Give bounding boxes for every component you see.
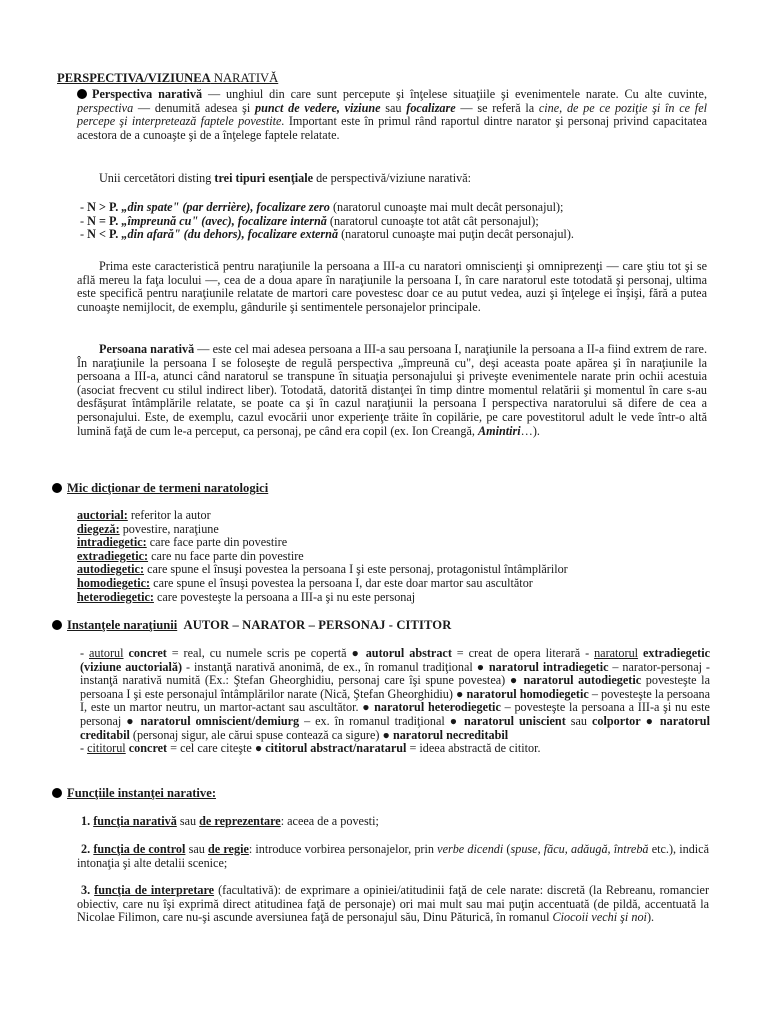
glossary-item: intradiegetic: care face parte din povestire	[77, 535, 288, 550]
bold-term: colportor	[591, 713, 641, 728]
glossary-item: extradiegetic: care nu face parte din povestire	[77, 548, 304, 563]
text-run: – povesteşte la persoana I, este un martor neutru, un martor-actant sau ascultător.	[80, 686, 711, 715]
text-run: -	[80, 646, 89, 660]
glossary-item: auctorial: referitor la autor	[77, 508, 211, 522]
text-run: = creat de opera literară -	[451, 646, 595, 660]
text-run: – povesteşte la persoana a III-a şi nu este personaj	[80, 700, 710, 728]
text-run: = real, cu numele scris pe copertă	[166, 646, 352, 660]
bold-term: cititorul abstract/naratarul	[265, 741, 407, 756]
bold-term: concret	[125, 741, 168, 756]
bold-term: autorul abstract	[365, 646, 452, 660]
bold-term: naratorul necreditabil	[392, 727, 509, 742]
text-run: – ex. în romanul tradiţional	[299, 713, 450, 728]
text-run: naratorul	[594, 646, 639, 660]
bold-term: naratorul intradiegetic	[488, 659, 609, 674]
bullet-icon: ●	[509, 673, 524, 688]
bullet-icon: ●	[645, 713, 660, 728]
text-run: = ideea abstractă de cititor.	[406, 741, 541, 756]
page-title: PERSPECTIVA/VIZIUNEA NARATIVĂ	[57, 71, 279, 85]
bold-term: extradiegetic (viziune auctorială)	[80, 646, 710, 674]
text-run: -	[80, 741, 88, 756]
bullet-icon: ●	[476, 659, 489, 674]
text-run: – narator-personaj - instanţă narativă numită (Ex.: Ştefan Gheorghidiu, personaj care îşi spune povestea)	[80, 659, 710, 688]
instances-body	[80, 647, 710, 756]
types-intro: Unii cercetători disting trei tipuri esenţiale de perspectivă/viziune narativă:	[99, 171, 472, 185]
glossary-list	[77, 509, 717, 604]
bullet-icon	[52, 788, 62, 798]
perspective-types-list	[80, 201, 710, 242]
text-run: povesteşte la persoana I şi este personajul întâmplărilor narate (Nică, Ştefan Gheorghidiu)	[80, 673, 710, 701]
glossary-item: autodiegetic: care spune el însuşi povestea la persoana I şi este personaj, protagonistul întâmplărilor	[77, 562, 568, 577]
bold-term: naratorul autodiegetic	[523, 673, 642, 688]
glossary-heading: Mic dicţionar de termeni naratologici	[52, 482, 268, 496]
bullet-icon: ●	[456, 686, 467, 701]
function-control: 2. funcţia de control sau de regie: introduce vorbirea personajelor, prin verbe dicendi (spuse, făcu, adăugă, întrebă etc.), indică intonaţia şi alte detalii scenice;	[77, 842, 710, 870]
bullet-icon: ●	[351, 646, 366, 660]
text-run: cititorul	[87, 741, 126, 756]
type-item: - N = P. „împreună cu" (avec), focalizare internă (naratorul cunoaşte tot atât cât personajul);	[80, 213, 539, 228]
type-item: - N < P. „din afară" (du dehors), focalizare externă (naratorul cunoaşte mai puţin decât personajul).	[80, 227, 574, 242]
type-item: - N > P. „din spate" (par derrière), focalizare zero (naratorul cunoaşte mai mult decât personajul);	[80, 200, 564, 214]
bullet-icon: ●	[362, 700, 375, 715]
types-explanation: Prima este caracteristică pentru naraţiunile la persoana a III-a cu naratori omniscienţi şi omniprezenţi — care ştiu tot şi se află mereu la faţa locului —, cea de a doua apare în naraţiunile la persoana I, în care naratorul este totodată şi personaj, ultima este specifică pentru naraţiunile relatate de martori care povestesc doar ce au putut vedea, auzi şi înţelege ei înşişi, fără a putea cunoaşte nemijlocit, de exemplu, gândurile şi sentimentele personajelor principale.	[77, 259, 707, 314]
text-run: = cel care citeşte	[167, 741, 255, 756]
glossary-item: heterodiegetic: care povesteşte la persoana a III-a şi nu este personaj	[77, 589, 416, 604]
text-run: (personaj sigur, ale cărui spuse contează ca sigure)	[129, 727, 383, 742]
glossary-item: homodiegetic: care spune el însuşi povestea la persoana I, dar este doar martor sau ascultător	[77, 575, 533, 590]
perspective-definition: Perspectiva narativă — unghiul din care sunt percepute şi înţelese situaţiile şi evenimentele narate. Cu alte cuvinte, perspectiva — denumită adesea şi punct de vedere, viziune sau focalizare — se referă la cine, de pe ce poziţie şi în ce fel percepe şi interpretează faptele povestite. Important este în primul rând raportul dintre narator şi personaj privind capacitatea acestora de a cunoaşte şi de a înţelege faptele relatate.	[77, 87, 707, 142]
text-run: autorul	[89, 646, 124, 660]
instances-heading: Instanţele naraţiunii AUTOR – NARATOR – PERSONAJ - CITITOR	[52, 619, 451, 633]
bold-term: concret	[123, 646, 167, 660]
bold-term: naratorul omniscient/demiurg	[140, 713, 300, 728]
bold-term: naratorul creditabil	[80, 713, 710, 742]
instances-paragraph	[80, 647, 710, 742]
bold-term: naratorul uniscient	[463, 713, 566, 728]
bullet-icon	[52, 620, 62, 630]
narrative-person: Persoana narativă — este cel mai adesea persoana a III-a sau persoana I, naraţiunile la persoana a II-a fiind extrem de rare. În naraţiunile la persoana I se foloseşte de regulă perspectiva „împreună cu", deşi aceasta poate apărea şi în naraţiunile la persoana a III-a, atunci când naratorul se transpune în situaţia personajului şi priveşte evenimentele narate prin ochii acestuia (asociat frecvent cu stilul indirect liber). Totodată, datorită distanţei în timp dintre momentul relatării şi momentul în care s-au desfăşurat întâmplările relatate, se poate ca şi în cazul naraţiunii la persoana I perspectiva naratorului să difere de cea a personajului. Este, de exemplu, cazul evocării unor experienţe trăite în copilărie, pe care povestitorul adult le vede într-o altă lumină faţă de cum le-a perceput, ca personaj, pe când era copil (ex. Ion Creangă, Amintiri…).	[77, 342, 708, 438]
functions-heading: Funcţiile instanţei narative:	[52, 787, 216, 801]
function-narrative: 1. funcţia narativă sau de reprezentare: aceea de a povesti;	[81, 814, 379, 828]
bullet-icon: ●	[382, 727, 393, 742]
text-run: - instanţă narativă anonimă, de ex., în romanul tradiţional	[182, 659, 477, 674]
bullet-icon: ●	[126, 713, 141, 728]
bullet-icon: ●	[254, 741, 266, 756]
bullet-icon	[77, 89, 87, 99]
reader-paragraph	[80, 742, 710, 756]
bold-term: naratorul homodiegetic	[466, 686, 589, 701]
function-interpretation: 3. funcţia de interpretare (facultativă): de exprimare a opiniei/atitudinii faţă de cele narate: discretă (la Rebreanu, romancier obiectiv, care nu îşi exprimă direct atitudinea faţă de personaje) ori mai mult sau mai puţin accentuată (de pildă, accentuată la Nicolae Filimon, care nu-şi ascunde aversiunea faţă de personajul său, Dinu Păturică, în romanul Ciocoii vechi şi noi).	[77, 883, 710, 925]
bold-term: naratorul heterodiegetic	[374, 700, 501, 715]
bullet-icon: ●	[449, 713, 464, 728]
glossary-item: diegeză: povestire, naraţiune	[77, 521, 219, 536]
bullet-icon	[52, 483, 62, 493]
text-run: sau	[565, 713, 592, 728]
